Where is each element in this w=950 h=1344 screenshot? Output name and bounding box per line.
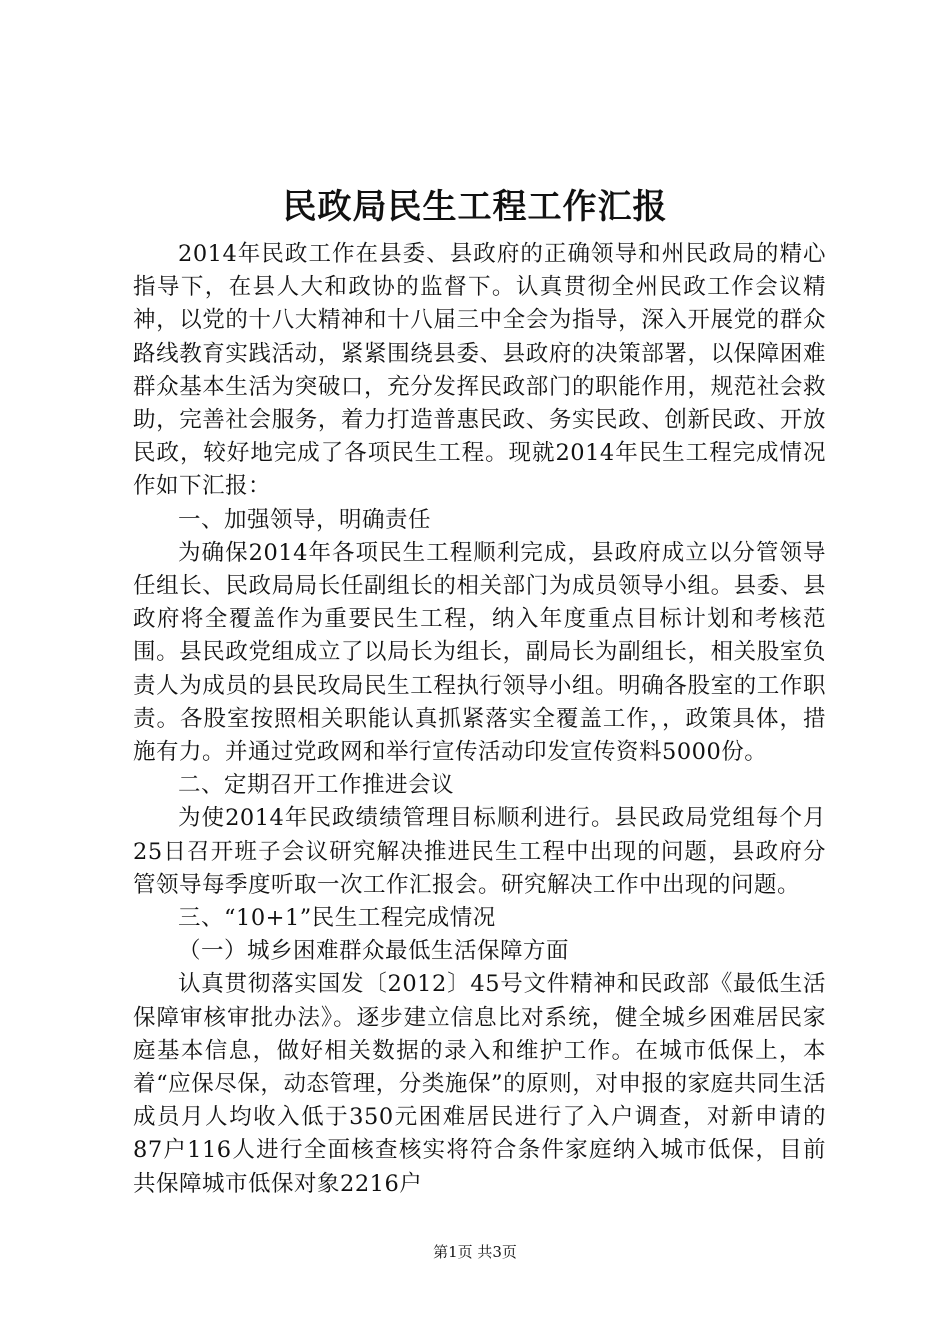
section-heading-2: 二、定期召开工作推进会议 <box>178 772 455 799</box>
intro-paragraph: 2014年民政工作在县委、县政府的正确领导和州民政局的精心指导下，在县人大和政协的监督下。认真贯彻全州民政工作会议精神，以党的十八大精神和十八届三中全会为指导，深入开展党的群众路线教育实践活动，紧紧围绕县委、县政府的决策部署，以保障困难群众基本生活为突破口，充分发挥民政部门的职能作用，规范社会救助，完善社会服务，着力打造普惠民政、务实民政、创新民政、开放民政，较好地完成了各项民生工程。现就2014年民生工程完成情况作如下汇报： <box>133 241 826 500</box>
section-2-paragraph: 为使2014年民政绩绩管理目标顺利进行。县民政局党组每个月25日召开班子会议研究解决推进民生工程中出现的问题，县政府分管领导每季度听取一次工作汇报会。研究解决工作中出现的问题。 <box>133 805 826 898</box>
section-heading-3: 三、“10+1”民生工程完成情况 <box>178 905 496 932</box>
document-title: 民政局民生工程工作汇报 <box>282 187 668 227</box>
section-1-paragraph: 为确保2014年各项民生工程顺利完成，县政府成立以分管领导任组长、民政局局长任副组长的相关部门为成员领导小组。县委、县政府将全覆盖作为重要民生工程，纳入年度重点目标计划和考核范围。县民政党组成立了以局长为组长，副局长为副组长，相关股室负责人为成员的县民玫局民生工程执行领导小组。明确各股室的工作职责。各股室按照相关职能认真抓紧落实全覆盖工作，，政策具体，措施有力。并通过党政网和举行宣传活动印发宣传资料5000份。 <box>133 539 826 766</box>
page-footer: 第1页 共3页 <box>433 1243 517 1261</box>
document-body <box>133 238 826 1201</box>
subsection-heading-1: （一）城乡困难群众最低生活保障方面 <box>178 938 570 965</box>
subsection-1-paragraph: 认真贯彻落实国发〔2012〕45号文件精神和民政部《最低生活保障审核审批办法》。逐步建立信息比对系统，健全城乡困难居民家庭基本信息，做好相关数据的录入和维护工作。在城市低保上，本着“应保尽保，动态管理，分类施保”的原则，对申报的家庭共同生活成员月人均收入低于350元困难居民进行了入户调查，对新申请的87户116人进行全面核查核实将符合条件家庭纳入城市低保，目前共保障城市低保对象2216户 <box>133 971 826 1197</box>
section-heading-1: 一、加强领导，明确责任 <box>178 506 432 533</box>
